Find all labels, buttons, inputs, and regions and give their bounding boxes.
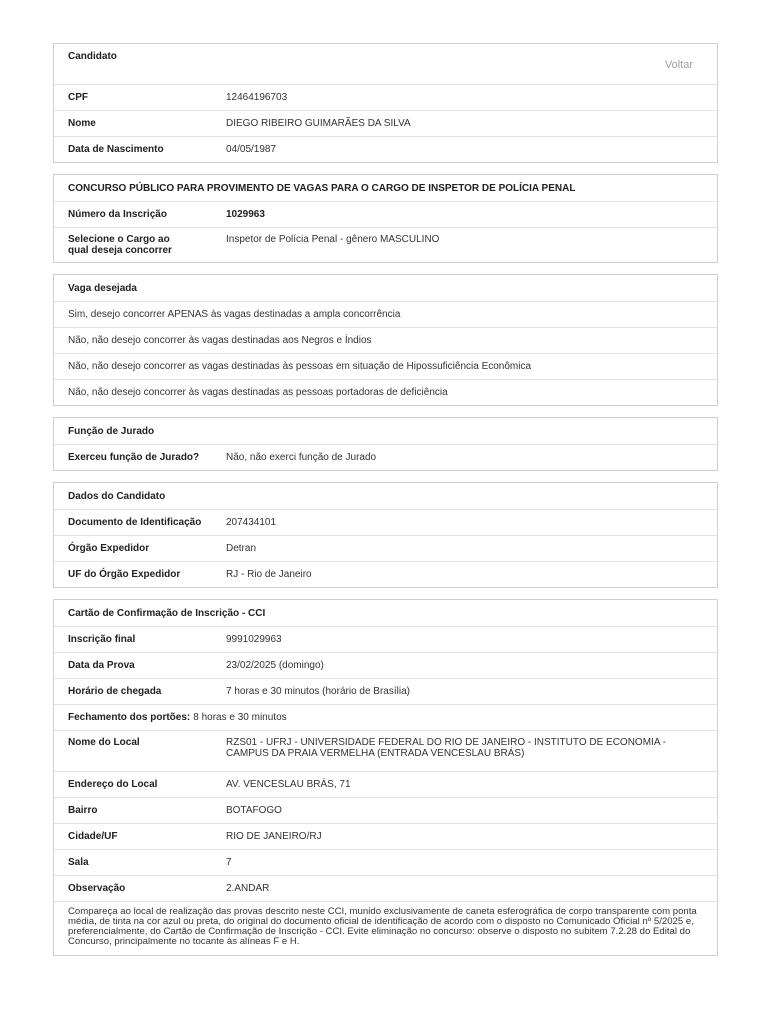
birthdate-row bbox=[54, 136, 717, 162]
exam-date-label: Data da Prova bbox=[68, 660, 135, 671]
issuer-state-row bbox=[54, 561, 717, 587]
exam-date-value: 23/02/2025 (domingo) bbox=[226, 660, 324, 671]
venue-row bbox=[54, 730, 717, 771]
id-document-value: 207434101 bbox=[226, 517, 277, 528]
juror-title: Função de Jurado bbox=[68, 425, 155, 437]
district-label: Bairro bbox=[68, 805, 98, 816]
vacancy-title: Vaga desejada bbox=[68, 282, 137, 294]
issuer-value: Detran bbox=[226, 543, 257, 554]
page-content bbox=[53, 43, 718, 967]
address-row bbox=[54, 771, 717, 797]
cpf-value: 12464196703 bbox=[226, 92, 288, 103]
room-row bbox=[54, 849, 717, 875]
observation-label: Observação bbox=[68, 883, 126, 894]
vacancy-card bbox=[53, 274, 718, 406]
registration-label: Número da Inscrição bbox=[68, 209, 167, 220]
registration-value: 1029963 bbox=[226, 209, 265, 220]
room-label: Sala bbox=[68, 857, 89, 868]
district-value: BOTAFOGO bbox=[226, 805, 282, 816]
vacancy-option-disability: Não, não desejo concorrer às vagas destinadas as pessoas portadoras de deficiência bbox=[68, 387, 448, 398]
cci-title: Cartão de Confirmação de Inscrição - CCI bbox=[68, 607, 266, 619]
cci-card bbox=[53, 599, 718, 956]
juror-card bbox=[53, 417, 718, 471]
cci-header bbox=[54, 600, 717, 626]
contest-header bbox=[54, 175, 717, 201]
venue-label: Nome do Local bbox=[68, 737, 140, 748]
final-registration-value: 9991029963 bbox=[226, 634, 282, 645]
room-value: 7 bbox=[226, 857, 232, 868]
city-label: Cidade/UF bbox=[68, 831, 118, 842]
city-row bbox=[54, 823, 717, 849]
vacancy-option-general: Sim, desejo concorrer APENAS às vagas destinadas a ampla concorrência bbox=[68, 309, 401, 320]
final-registration-row bbox=[54, 626, 717, 652]
vacancy-header bbox=[54, 275, 717, 301]
issuer-state-value: RJ - Rio de Janeiro bbox=[226, 569, 312, 580]
vacancy-option-economic: Não, não desejo concorrer as vagas destinadas às pessoas em situação de Hipossuficiência Econômica bbox=[68, 361, 532, 372]
arrival-label: Horário de chegada bbox=[68, 686, 162, 697]
contest-title: CONCURSO PÚBLICO PARA PROVIMENTO DE VAGAS PARA O CARGO DE INSPETOR DE POLÍCIA PENAL bbox=[68, 182, 576, 194]
list-item bbox=[54, 301, 717, 327]
candidate-data-title: Dados do Candidato bbox=[68, 490, 166, 502]
gates-value: 8 horas e 30 minutos bbox=[193, 712, 287, 723]
candidate-card bbox=[53, 43, 718, 163]
issuer-row bbox=[54, 535, 717, 561]
juror-row bbox=[54, 444, 717, 470]
district-row bbox=[54, 797, 717, 823]
candidate-title: Candidato bbox=[68, 51, 117, 62]
observation-row bbox=[54, 875, 717, 901]
address-value: AV. VENCESLAU BRÁS, 71 bbox=[226, 779, 351, 790]
contest-card bbox=[53, 174, 718, 263]
issuer-state-label: UF do Órgão Expedidor bbox=[68, 569, 181, 580]
birthdate-value: 04/05/1987 bbox=[226, 144, 277, 155]
candidate-data-card bbox=[53, 482, 718, 588]
list-item bbox=[54, 353, 717, 379]
juror-value: Não, não exerci função de Jurado bbox=[226, 452, 377, 463]
name-row bbox=[54, 110, 717, 136]
observation-value: 2.ANDAR bbox=[226, 883, 270, 894]
birthdate-label: Data de Nascimento bbox=[68, 144, 164, 155]
juror-label: Exerceu função de Jurado? bbox=[68, 452, 200, 463]
id-document-label: Documento de Identificação bbox=[68, 517, 202, 528]
city-value: RIO DE JANEIRO/RJ bbox=[226, 831, 322, 842]
candidate-data-header bbox=[54, 483, 717, 509]
arrival-row bbox=[54, 678, 717, 704]
cpf-label: CPF bbox=[68, 92, 88, 103]
gates-row bbox=[54, 704, 717, 730]
name-label: Nome bbox=[68, 118, 96, 129]
exam-date-row bbox=[54, 652, 717, 678]
candidate-header bbox=[54, 44, 717, 84]
venue-value: RZS01 - UFRJ - UNIVERSIDADE FEDERAL DO RIO DE JANEIRO - INSTITUTO DE ECONOMIA - CAMPUS DA PRAIA VERMELHA (ENTRADA VENCESLAU BRÁS) bbox=[226, 737, 667, 759]
issuer-label: Órgão Expedidor bbox=[68, 543, 150, 554]
name-value: DIEGO RIBEIRO GUIMARÃES DA SILVA bbox=[226, 118, 411, 129]
gates-label: Fechamento dos portões: bbox=[68, 712, 191, 723]
registration-row bbox=[54, 201, 717, 227]
vacancy-option-racial: Não, não desejo concorrer às vagas destinadas aos Negros e Índios bbox=[68, 335, 372, 346]
address-label: Endereço do Local bbox=[68, 779, 158, 790]
id-document-row bbox=[54, 509, 717, 535]
disclaimer-text: Compareça ao local de realização das provas descrito neste CCI, munido exclusivamente de caneta esferográfica de corpo transparente com ponta média, de tinta na cor azul ou preta, do original do documento oficial de identificação de acordo com o disposto no Comunicado Oficial nº 5/2025 e, preferencialmente, do Cartão de Confirmação de Inscrição - CCI. Evite eliminação no concurso: observe o disposto no subitem 7.2.28 do Edital do Concurso, principalmente no tocante às alíneas F e H. bbox=[54, 901, 717, 955]
list-item bbox=[54, 379, 717, 405]
arrival-value: 7 horas e 30 minutos (horário de Brasília) bbox=[226, 686, 410, 697]
role-label: Selecione o Cargo ao qual deseja concorrer bbox=[68, 234, 172, 256]
final-registration-label: Inscrição final bbox=[68, 634, 136, 645]
role-value: Inspetor de Polícia Penal - gênero MASCULINO bbox=[226, 234, 440, 245]
cpf-row bbox=[54, 84, 717, 110]
role-row bbox=[54, 227, 717, 262]
list-item bbox=[54, 327, 717, 353]
juror-header bbox=[54, 418, 717, 444]
back-button[interactable]: Voltar bbox=[664, 59, 693, 71]
